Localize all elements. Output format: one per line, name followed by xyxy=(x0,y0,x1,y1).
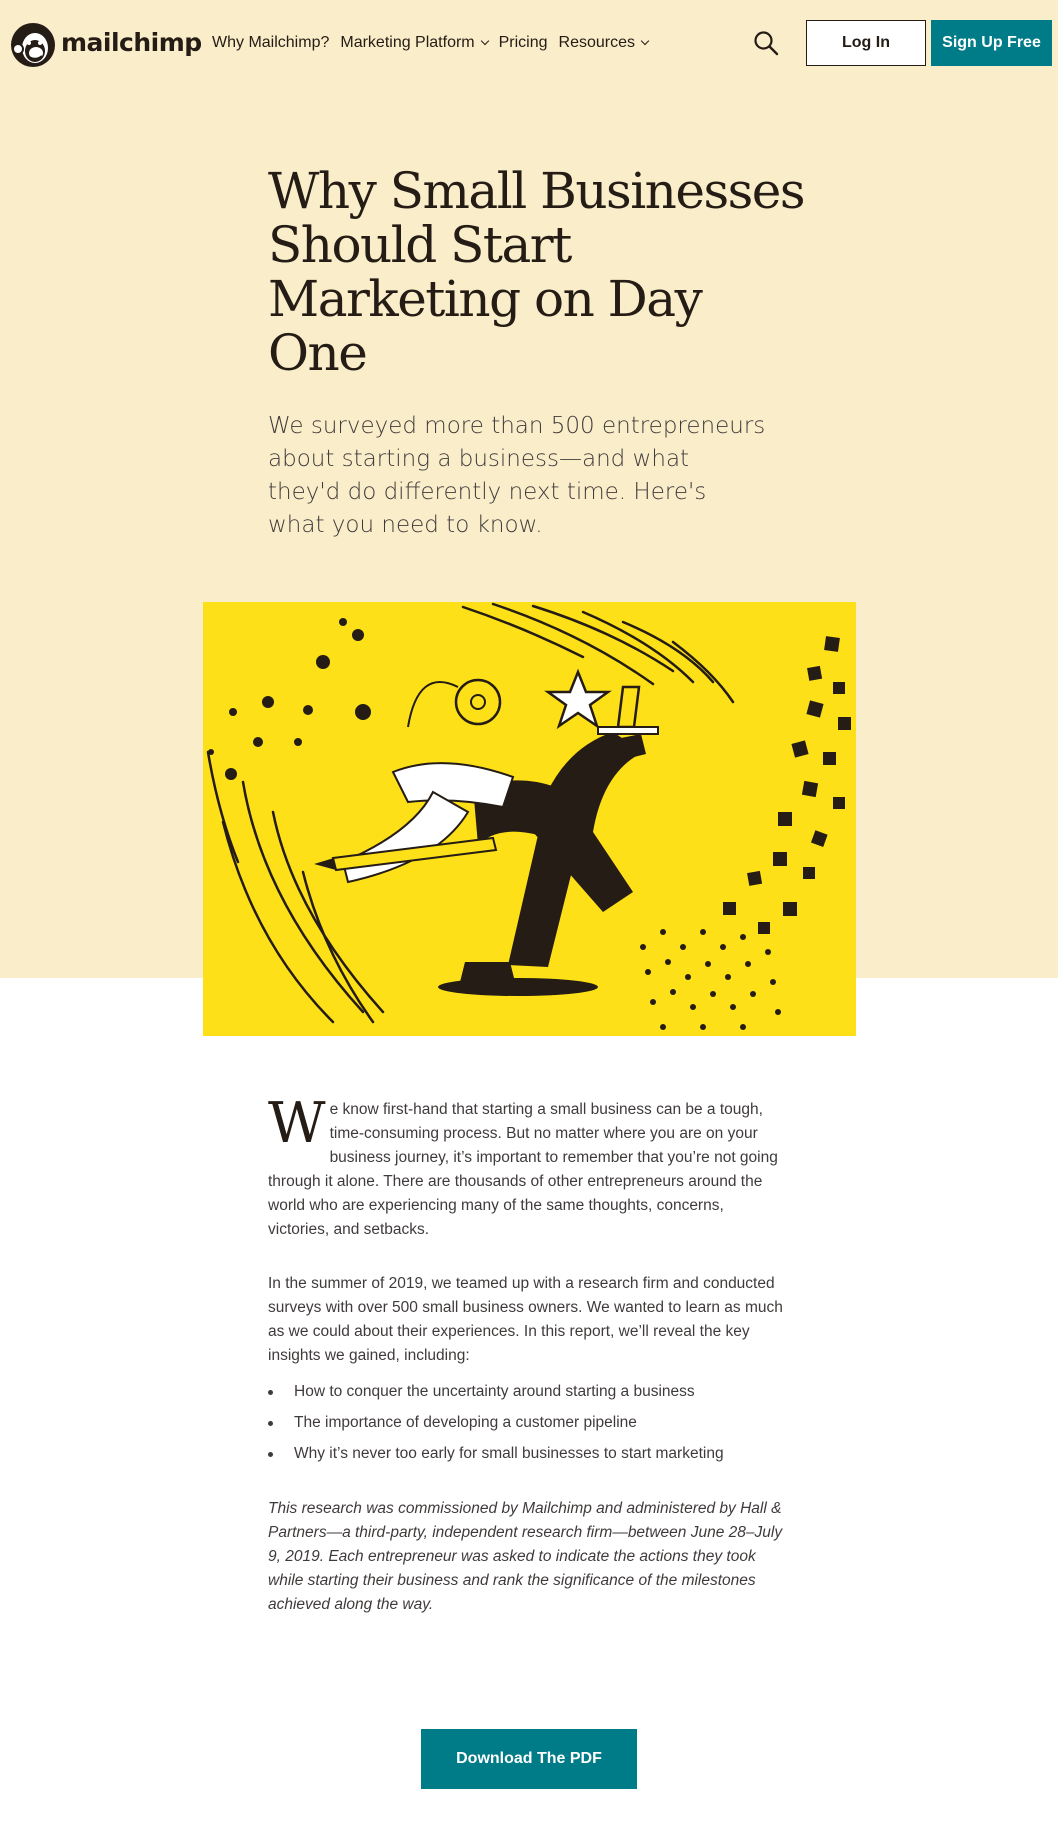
hero-illustration xyxy=(203,602,856,1036)
running-entrepreneur-illustration xyxy=(203,602,856,1036)
nav-resources[interactable] xyxy=(559,34,648,52)
intro-text: e know first-hand that starting a small business can be a tough, time-consuming process. But no matter where you are on your business journey, it’s important to remember that you’re not going through it alone. There are thousands of other entrepreneurs around the world who are experiencing many of the same thoughts, concerns, victories, and setbacks. xyxy=(268,1101,778,1238)
nav-label: Why Mailchimp? xyxy=(212,34,330,51)
insights-list xyxy=(268,1376,788,1469)
nav-pricing[interactable] xyxy=(499,34,548,52)
logo-wordmark: mailchimp xyxy=(61,27,202,57)
list-item: Why it’s never too early for small businesses to start marketing xyxy=(268,1438,788,1469)
research-paragraph: In the summer of 2019, we teamed up with a research firm and conducted surveys with over 500 small business owners. We wanted to learn as much as we could about their experiences. In this report, we’ll reveal the key insights we gained, including: xyxy=(268,1275,783,1364)
nav-label: Resources xyxy=(558,34,636,51)
main-nav xyxy=(212,34,659,52)
site-header xyxy=(0,0,1058,88)
nav-why-mailchimp[interactable] xyxy=(212,34,329,52)
research-disclaimer: This research was commissioned by Mailchimp and administered by Hall & Partners—a third-party, independent research firm—between June 28–July 9, 2019. Each entrepreneur was asked to indicate the actions they took while starting their business and rank the significance of the milestones achieved along the way. xyxy=(268,1500,783,1613)
page-subtitle: We surveyed more than 500 entrepreneurs about starting a business—and what they'd do differently next time. Here's what you need to know. xyxy=(268,413,766,538)
list-item: How to conquer the uncertainty around starting a business xyxy=(268,1376,788,1407)
search-button[interactable] xyxy=(753,30,779,56)
mailchimp-logo[interactable] xyxy=(9,19,202,69)
dropcap: W xyxy=(268,1091,326,1156)
nav-label: Pricing xyxy=(498,34,548,51)
freddie-logo-icon xyxy=(9,19,57,69)
search-icon xyxy=(753,30,779,56)
login-button[interactable]: Log In xyxy=(806,20,926,66)
intro-paragraph xyxy=(268,1091,788,1242)
nav-marketing-platform[interactable] xyxy=(340,34,487,52)
page-title: Why Small Businesses Should Start Marketing on Day One xyxy=(268,162,805,382)
download-pdf-button[interactable]: Download The PDF xyxy=(421,1729,637,1789)
article-body xyxy=(268,1091,788,1647)
nav-label: Marketing Platform xyxy=(340,34,475,51)
list-item: The importance of developing a customer pipeline xyxy=(268,1407,788,1438)
signup-button[interactable]: Sign Up Free xyxy=(931,20,1052,66)
chevron-down-icon xyxy=(480,37,488,45)
chevron-down-icon xyxy=(641,37,649,45)
